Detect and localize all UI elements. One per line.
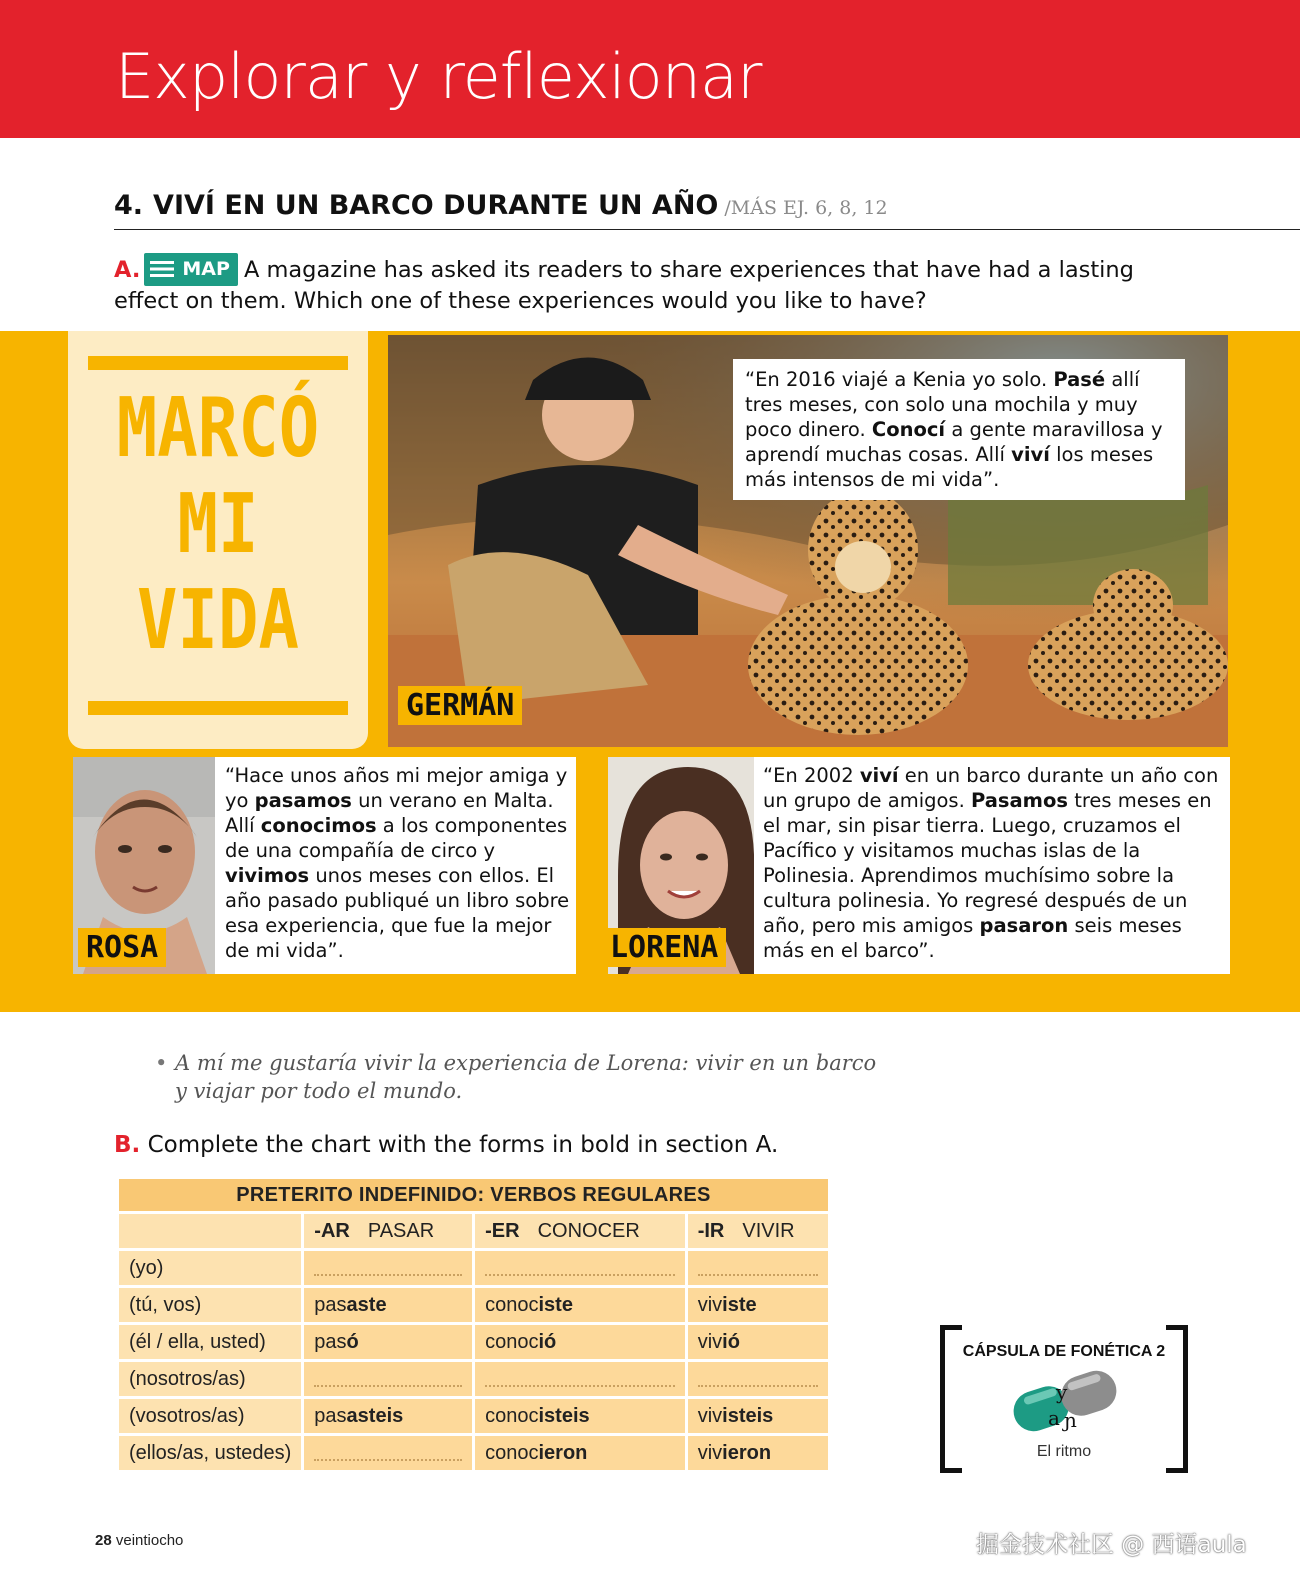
german-quote-bold-verb: viví: [1011, 443, 1050, 466]
verb-ending: asteis: [346, 1404, 404, 1427]
verb-ending: ieron: [722, 1441, 772, 1464]
row-label: (tú, vos): [119, 1288, 301, 1322]
verb-form-cell: [475, 1399, 685, 1433]
capsule-subtitle: El ritmo: [1036, 1443, 1092, 1460]
verb-ending: aste: [346, 1293, 387, 1316]
blank-answer-cell[interactable]: [475, 1251, 685, 1285]
verb-stem: pas: [314, 1330, 347, 1353]
table-row: [119, 1362, 828, 1396]
menu-icon: [150, 261, 174, 277]
verb-ending: isteis: [722, 1404, 774, 1427]
feature-title-card: [68, 331, 368, 749]
instruction-a-text: A magazine has asked its readers to share experiences that have had a lasting effect on them. Which one of these experiences would you like to have?: [114, 257, 1134, 314]
rosa-quote-bold-verb: conocimos: [260, 814, 377, 837]
verb-form-cell: [304, 1399, 472, 1433]
dotted-answer-line: [314, 1274, 462, 1276]
section-number: 4.: [114, 190, 144, 221]
example-sentence: [155, 1049, 895, 1105]
rosa-quote-bold-verb: vivimos: [225, 864, 310, 887]
lorena-name-tag: LORENA: [602, 928, 726, 967]
instruction-a: [114, 253, 1174, 317]
verb-stem: conoc: [485, 1330, 539, 1353]
verb-ending: iste: [722, 1293, 757, 1316]
table-header-blank: [119, 1214, 301, 1248]
table-row: [119, 1288, 828, 1322]
feature-title-line-1: MARCÓ: [116, 381, 320, 476]
row-label: (ellos/as, ustedes): [119, 1436, 301, 1470]
title-card-top-bar: [88, 356, 348, 370]
verb-stem: conoc: [485, 1293, 539, 1316]
lorena-quote-bold-verb: pasaron: [979, 914, 1069, 937]
verb-form-cell: [688, 1325, 828, 1359]
table-caption: PRETERITO INDEFINIDO: VERBOS REGULARES: [119, 1179, 828, 1211]
capsule-glyph-a: a: [1048, 1406, 1060, 1430]
map-badge-label: MAP: [182, 258, 230, 280]
blank-answer-cell[interactable]: [688, 1362, 828, 1396]
capsule-glyph-enye: ɲ: [1064, 1408, 1077, 1432]
verb-stem: pas: [314, 1293, 347, 1316]
verb-form-cell: [475, 1325, 685, 1359]
blank-answer-cell[interactable]: [475, 1362, 685, 1396]
verb-form-cell: [304, 1288, 472, 1322]
instruction-b: [114, 1132, 778, 1158]
verb-form-cell: [688, 1436, 828, 1470]
row-label: (yo): [119, 1251, 301, 1285]
table-row: [119, 1436, 828, 1470]
verb-form-cell: [475, 1436, 685, 1470]
example-bullet: •: [155, 1051, 168, 1075]
dotted-answer-line: [698, 1385, 818, 1387]
verb-ending: ió: [538, 1330, 557, 1353]
german-quote: [733, 359, 1185, 500]
dotted-answer-line: [485, 1385, 675, 1387]
column-header-ar: -AR PASAR: [304, 1214, 472, 1248]
example-line-1: A mí me gustaría vivir la experiencia de Lorena: vivir en un barco: [175, 1051, 877, 1075]
german-quote-text: los meses más intensos de mi vida”.: [745, 443, 1154, 491]
german-quote-text: a gente maravillosa y aprendí muchas cosas. Allí: [745, 418, 1163, 466]
verb-form-cell: [688, 1399, 828, 1433]
example-line-2: y viajar por todo el mundo.: [175, 1079, 463, 1103]
page-number: 28 veintiocho: [95, 1532, 184, 1549]
table-row: [119, 1251, 828, 1285]
page-title: Explorar y reflexionar: [115, 40, 762, 113]
title-card-bottom-bar: [88, 701, 348, 715]
blank-answer-cell[interactable]: [304, 1251, 472, 1285]
row-label: (vosotros/as): [119, 1399, 301, 1433]
verb-stem: viv: [697, 1330, 723, 1353]
row-label: (nosotros/as): [119, 1362, 301, 1396]
rosa-quote-text: “Hace unos años mi mejor amiga y yo: [225, 764, 568, 812]
verb-form-cell: [475, 1288, 685, 1322]
dotted-answer-line: [314, 1385, 462, 1387]
german-quote-text: “En 2016 viajé a Kenia yo solo.: [745, 368, 1054, 391]
lorena-quote-bold-verb: viví: [859, 764, 899, 787]
section-exercise-ref: /MÁS EJ. 6, 8, 12: [724, 197, 888, 219]
german-quote-bold-verb: Conocí: [871, 418, 946, 441]
capsule-pill-icon: [1006, 1367, 1124, 1435]
verb-stem: viv: [697, 1441, 723, 1464]
blank-answer-cell[interactable]: [304, 1362, 472, 1396]
phonetics-capsule[interactable]: [940, 1325, 1188, 1473]
capsule-title: CÁPSULA DE FONÉTICA 2: [962, 1343, 1166, 1360]
rosa-quote-text: unos meses con ellos. El año pasado publiqué un libro sobre esa experiencia, que fue la mejor de mi vida”.: [225, 864, 570, 962]
column-header-ir: -IR VIVIR: [688, 1214, 828, 1248]
instruction-a-letter: A.: [114, 257, 141, 283]
rosa-name-tag: ROSA: [78, 928, 166, 967]
verb-ending: ieron: [538, 1441, 588, 1464]
watermark: 掘金技术社区 @ 西语aula: [976, 1532, 1247, 1558]
verb-ending: iste: [538, 1293, 573, 1316]
instruction-b-text: Complete the chart with the forms in bold in section A.: [147, 1132, 779, 1158]
map-badge[interactable]: [144, 253, 238, 286]
dotted-answer-line: [485, 1274, 675, 1276]
rosa-quote-bold-verb: pasamos: [254, 789, 352, 812]
table-row: [119, 1325, 828, 1359]
lorena-quote-text: “En 2002: [763, 764, 860, 787]
verb-stem: conoc: [485, 1404, 539, 1427]
row-label: (él / ella, usted): [119, 1325, 301, 1359]
table-row: [119, 1399, 828, 1433]
verb-stem: viv: [697, 1293, 723, 1316]
blank-answer-cell[interactable]: [304, 1436, 472, 1470]
rosa-quote-text: un verano en Malta. Allí: [225, 789, 554, 837]
verb-ending: ió: [722, 1330, 740, 1353]
dotted-answer-line: [698, 1274, 818, 1276]
header-band: [0, 0, 1300, 138]
verb-stem: viv: [697, 1404, 723, 1427]
rosa-quote: [225, 763, 570, 963]
lorena-quote-text: tres meses en el mar, sin pisar tierra. Luego, cruzamos el Pacífico y visitamos muchas islas de la Polinesia. Aprendimos muchísimo sobre la cultura polinesia. Yo regresé después de un año, pero mis amigos: [763, 789, 1212, 937]
lorena-quote-bold-verb: Pasamos: [970, 789, 1068, 812]
verb-stem: conoc: [485, 1441, 539, 1464]
feature-title-line-3: VIDA: [137, 573, 299, 668]
table-header-row: [119, 1214, 828, 1248]
instruction-b-letter: B.: [114, 1132, 141, 1158]
column-header-er: -ER CONOCER: [475, 1214, 685, 1248]
rosa-quote-text: a los componentes de una compañía de circo y: [225, 814, 568, 862]
dotted-answer-line: [314, 1459, 462, 1461]
lorena-quote-text: en un barco durante un año con un grupo de amigos.: [763, 764, 1219, 812]
capsule-glyph-y: y: [1056, 1380, 1068, 1404]
lorena-quote-text: seis meses más en el barco”.: [763, 914, 1182, 962]
section-title: VIVÍ EN UN BARCO DURANTE UN AÑO: [153, 190, 719, 221]
german-quote-bold-verb: Pasé: [1053, 368, 1106, 391]
verb-stem: pas: [314, 1404, 347, 1427]
feature-title-line-2: MI: [177, 477, 259, 572]
verb-ending: ó: [346, 1330, 359, 1353]
conjugation-table: [116, 1176, 831, 1473]
german-quote-text: allí tres meses, con solo una mochila y muy poco dinero.: [745, 368, 1140, 441]
section-heading: [114, 190, 1300, 230]
lorena-quote: [763, 763, 1223, 963]
german-name-tag: GERMÁN: [398, 686, 522, 725]
verb-form-cell: [688, 1288, 828, 1322]
verb-form-cell: [304, 1325, 472, 1359]
blank-answer-cell[interactable]: [688, 1251, 828, 1285]
verb-ending: isteis: [538, 1404, 590, 1427]
